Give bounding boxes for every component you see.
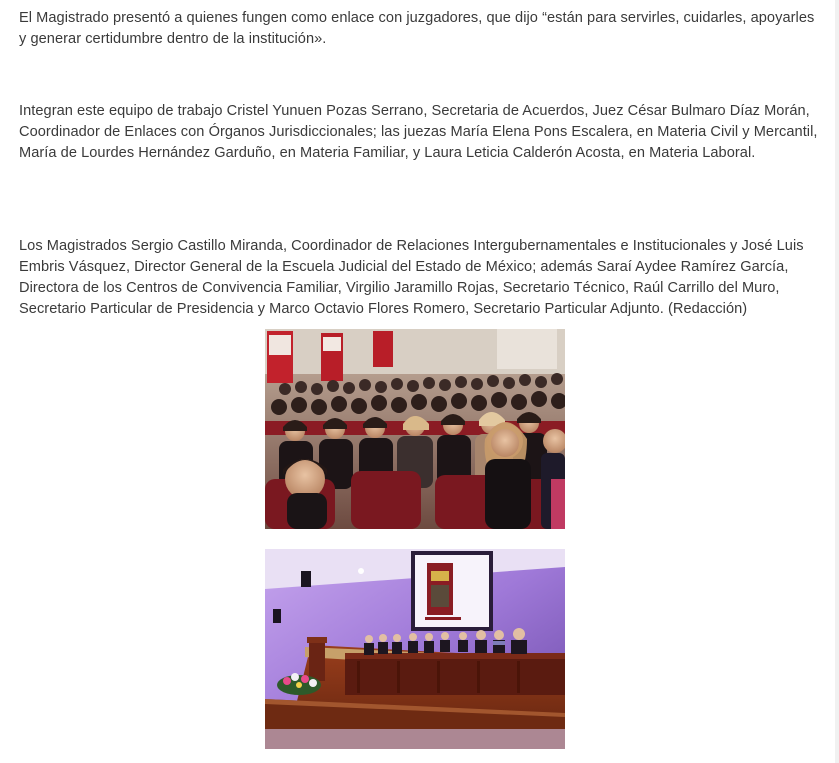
audience-photo-image bbox=[265, 329, 565, 529]
article-paragraph: Integran este equipo de trabajo Cristel Yunuen Pozas Serrano, Secretaria de Acuerdos, Juez César Bulmaro Díaz Morán, Coordinador de Enlaces con Órganos Jurisdiccionales; las juezas María Elena Pons Escalera, en Materia Civil y Mercantil, María de Lourdes Hernández Garduño, en Materia Familiar, y Laura Leticia Calderón Acosta, en Materia Laboral. bbox=[19, 103, 818, 161]
audience-photo[interactable] bbox=[265, 329, 565, 529]
article-paragraph: El Magistrado presentó a quienes fungen como enlace con juzgadores, que dijo “están para servirles, cuidarles, apoyarles y generar certidumbre dentro de la institución». bbox=[19, 10, 815, 47]
page-scrollbar[interactable] bbox=[835, 0, 839, 763]
article-paragraph: Los Magistrados Sergio Castillo Miranda, Coordinador de Relaciones Intergubernamentales e Institucionales y José Luis Embris Vásquez, Director General de la Escuela Judicial del Estado de México; además Saraí Aydee Ramírez García, Directora de los Centros de Convivencia Familiar, Virgilio Jaramillo Rojas, Secretario Técnico, Raúl Carrillo del Muro, Secretario Particular de Presidencia y Marco Octavio Flores Romero, Secretario Particular Adjunto. (Redacción) bbox=[19, 238, 804, 317]
presidium-photo-image bbox=[265, 549, 565, 749]
presidium-photo[interactable] bbox=[265, 549, 565, 749]
